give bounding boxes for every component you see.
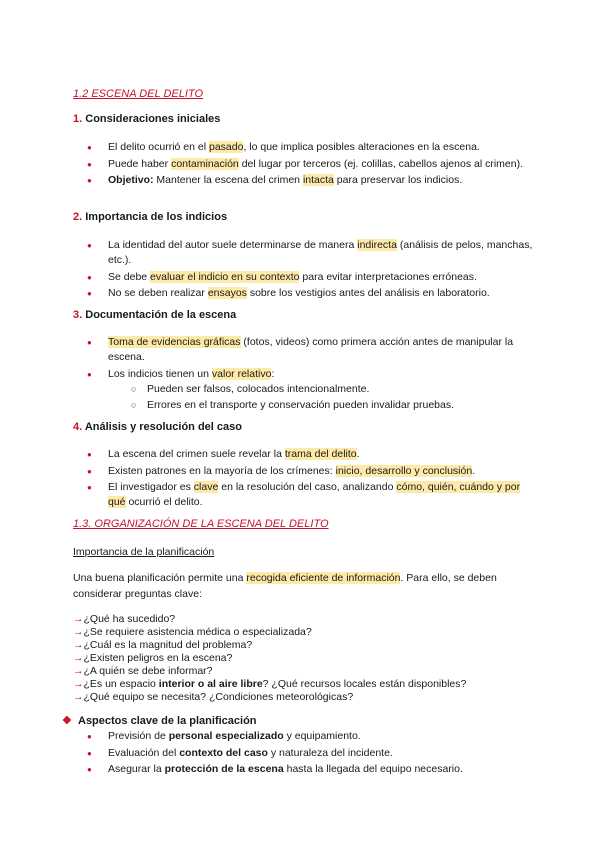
question-item: →¿Es un espacio interior o al aire libre? ¿Qué recursos locales están disponibles? [73, 678, 467, 690]
list-analisis [87, 447, 537, 512]
question-item: →¿Se requiere asistencia médica o especializada? [73, 626, 312, 638]
question-item: →¿Qué equipo se necesita? ¿Condiciones meteorológicas? [73, 691, 354, 703]
list-item: ● La escena del crimen suele revelar la trama del delito. [87, 447, 537, 462]
list-item: ● Previsión de personal especializado y equipamiento. [87, 729, 537, 744]
list-item: ● Toma de evidencias gráficas (fotos, videos) como primera acción antes de manipular la escena. [87, 335, 537, 365]
sublist-item: ○ Pueden ser falsos, colocados intencionalmente. [131, 382, 537, 397]
list-item: ● Los indicios tienen un valor relativo: ○ Pueden ser falsos, colocados intencionalmente. ○ Errores en el transporte y conservación pueden invalidar pruebas. [87, 367, 537, 413]
list-documentacion [87, 335, 537, 414]
list-item: ● Objetivo: Mantener la escena del crimen intacta para preservar los indicios. [87, 173, 537, 188]
question-item: →¿Qué ha sucedido? [73, 613, 176, 625]
list-item: ● El delito ocurrió en el pasado, lo que implica posibles alteraciones en la escena. [87, 140, 537, 155]
diamond-bullet-icon: ❖ [62, 715, 72, 727]
list-indicios [87, 238, 537, 303]
heading-aspectos: ❖ Aspectos clave de la planificación [62, 715, 257, 727]
question-item: →¿Existen peligros en la escena? [73, 652, 233, 664]
question-item: →¿A quién se debe informar? [73, 665, 213, 677]
list-item: ● Asegurar la protección de la escena hasta la llegada del equipo necesario. [87, 762, 537, 777]
sublist-valor [108, 382, 537, 413]
sublist-item: ○ Errores en el transporte y conservación pueden invalidar pruebas. [131, 398, 537, 413]
list-item: ● No se deben realizar ensayos sobre los vestigios antes del análisis en laboratorio. [87, 286, 537, 301]
list-consideraciones [87, 140, 537, 190]
subheading-planificacion: Importancia de la planificación [73, 546, 215, 558]
section-title-organizacion: 1.3. ORGANIZACIÓN DE LA ESCENA DEL DELITO [73, 518, 329, 530]
list-item: ● Evaluación del contexto del caso y naturaleza del incidente. [87, 746, 537, 761]
section-title-escena: 1.2 ESCENA DEL DELITO [73, 88, 204, 100]
list-item: ● Puede haber contaminación del lugar por terceros (ej. colillas, cabellos ajenos al crimen). [87, 157, 537, 172]
list-item: ● Existen patrones en la mayoría de los crímenes: inicio, desarrollo y conclusión. [87, 464, 537, 479]
heading-documentacion: 3. Documentación de la escena [73, 309, 237, 321]
list-item: ● La identidad del autor suele determinarse de manera indirecta (análisis de pelos, manchas, etc.). [87, 238, 537, 268]
intro-paragraph: Una buena planificación permite una recogida eficiente de información. Para ello, se deben considerar preguntas clave: [73, 572, 497, 600]
list-item: ● El investigador es clave en la resolución del caso, analizando cómo, quién, cuándo y por qué ocurrió el delito. [87, 480, 537, 510]
question-item: →¿Cuál es la magnitud del problema? [73, 639, 253, 651]
heading-consideraciones: 1. Consideraciones iniciales [73, 113, 221, 125]
heading-indicios: 2. Importancia de los indicios [73, 211, 228, 223]
heading-analisis: 4. Análisis y resolución del caso [73, 421, 242, 433]
list-aspectos [87, 729, 537, 779]
questions-list [73, 613, 543, 704]
list-item: ● Se debe evaluar el indicio en su contexto para evitar interpretaciones erróneas. [87, 270, 537, 285]
